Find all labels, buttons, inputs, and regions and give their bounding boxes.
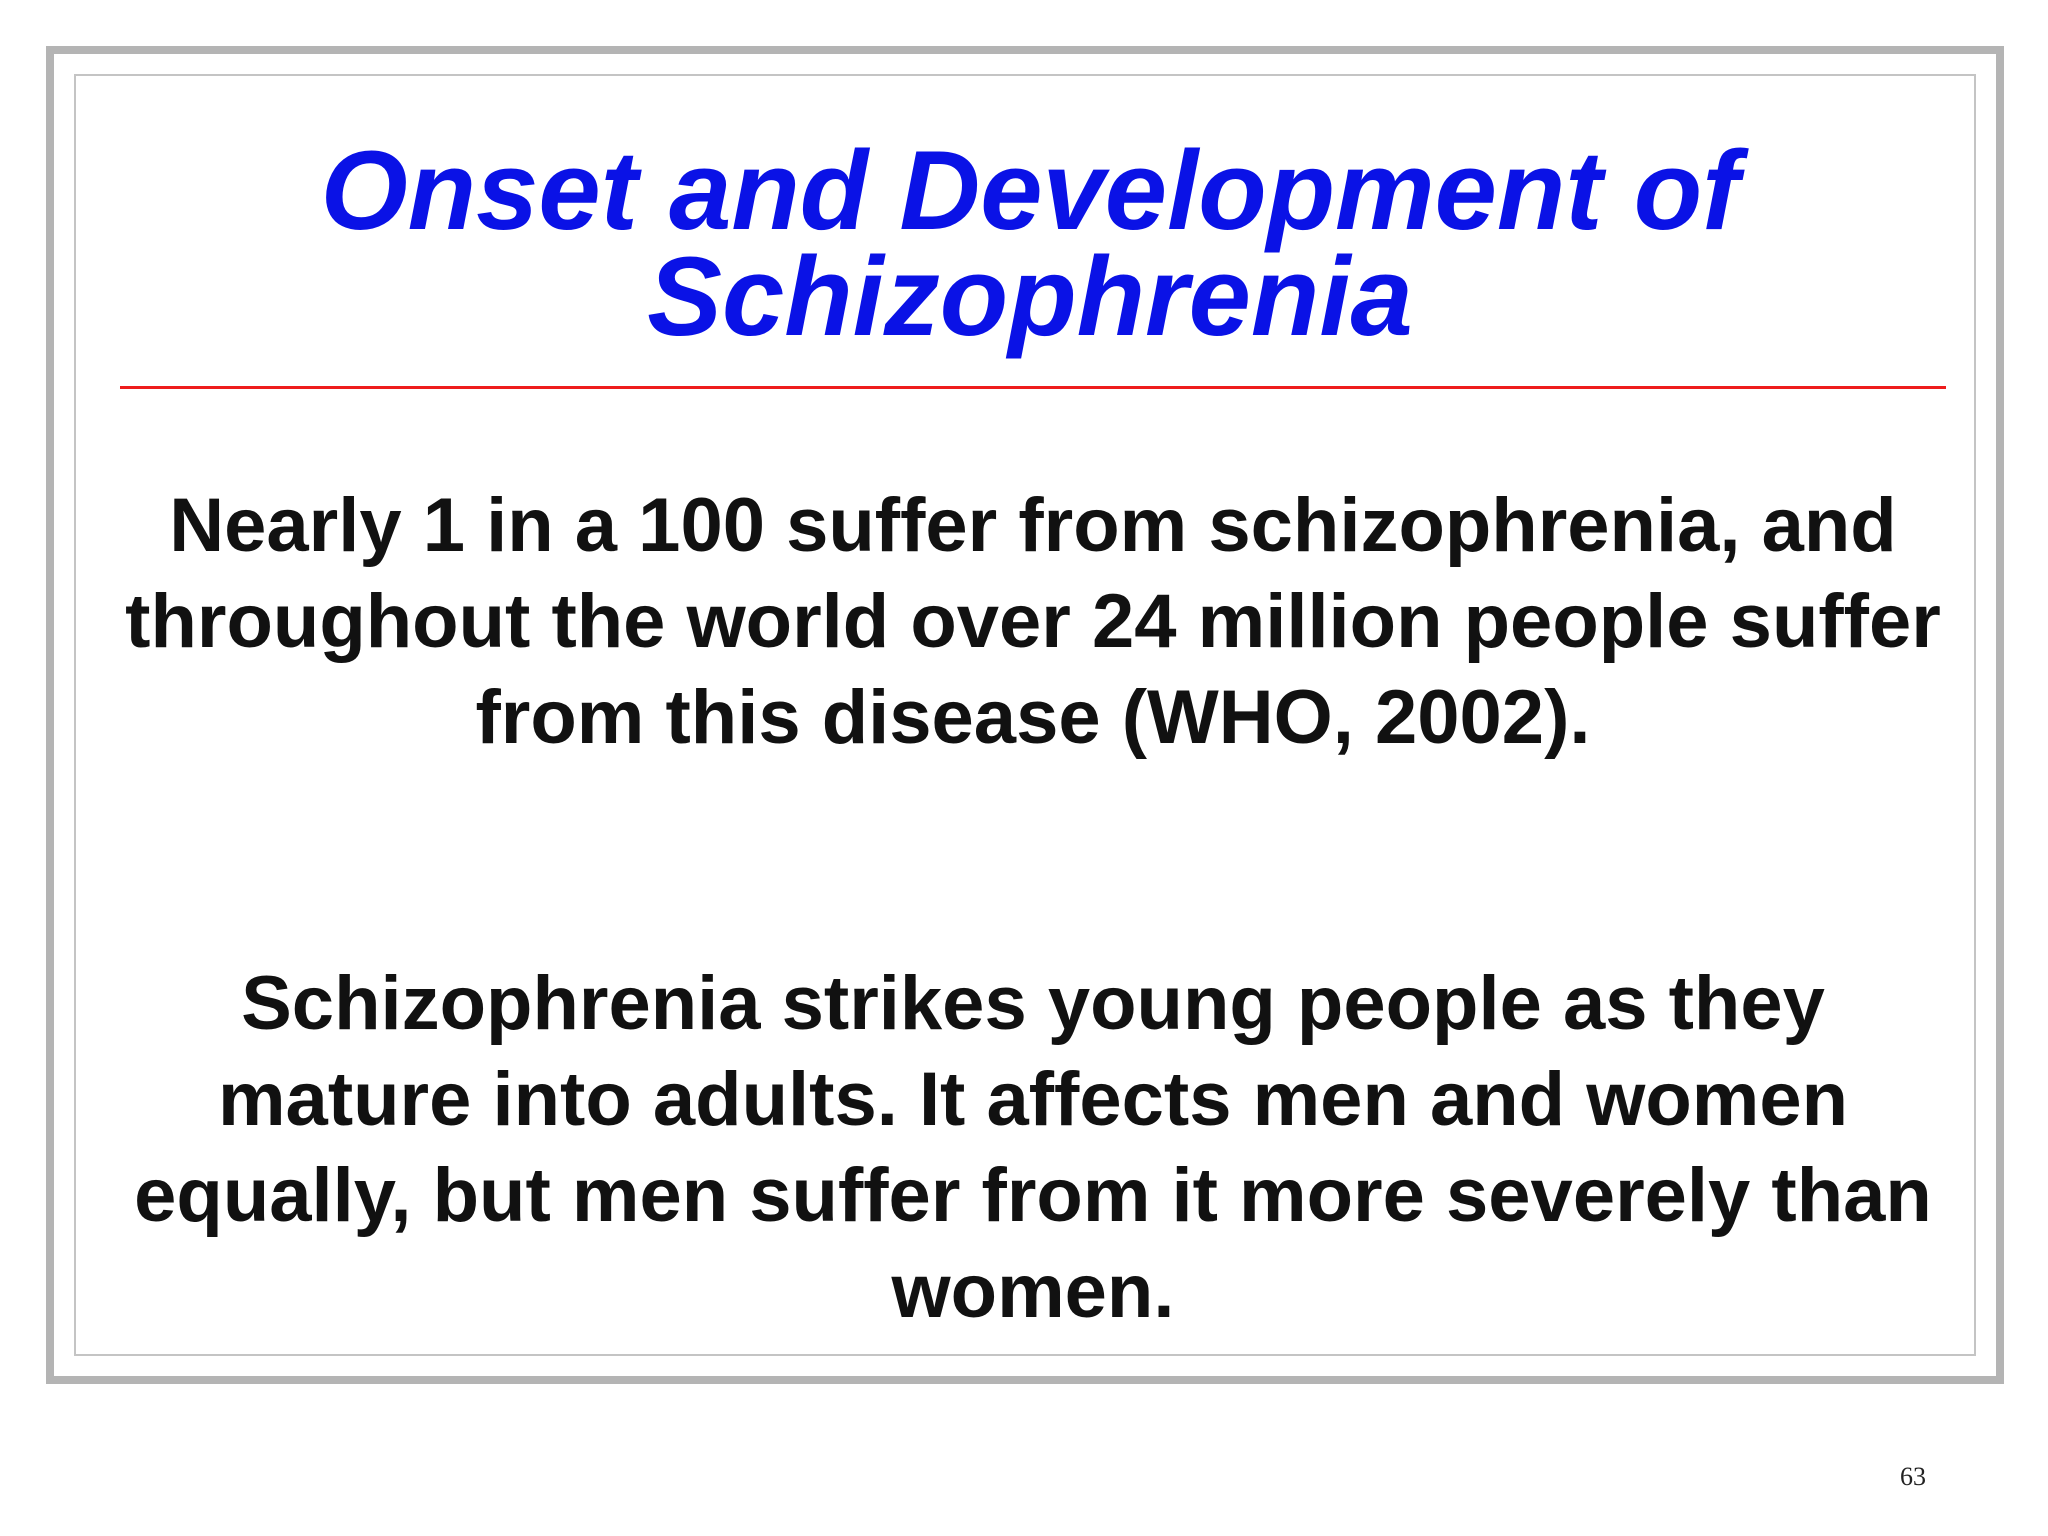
body-paragraph-onset: Schizophrenia strikes young people as they mature into adults. It affects men and women equally, but men suffer from it more severely than women. (134, 961, 1932, 1334)
page-number: 63 (1900, 1462, 1926, 1491)
body-paragraph-prevalence: Nearly 1 in a 100 suffer from schizophrenia, and throughout the world over 24 million people suffer from this disease (WHO, 2002). (125, 483, 1941, 760)
slide-title: Onset and Development of Schizophrenia (320, 128, 1740, 359)
title-underline-rule (120, 386, 1946, 389)
